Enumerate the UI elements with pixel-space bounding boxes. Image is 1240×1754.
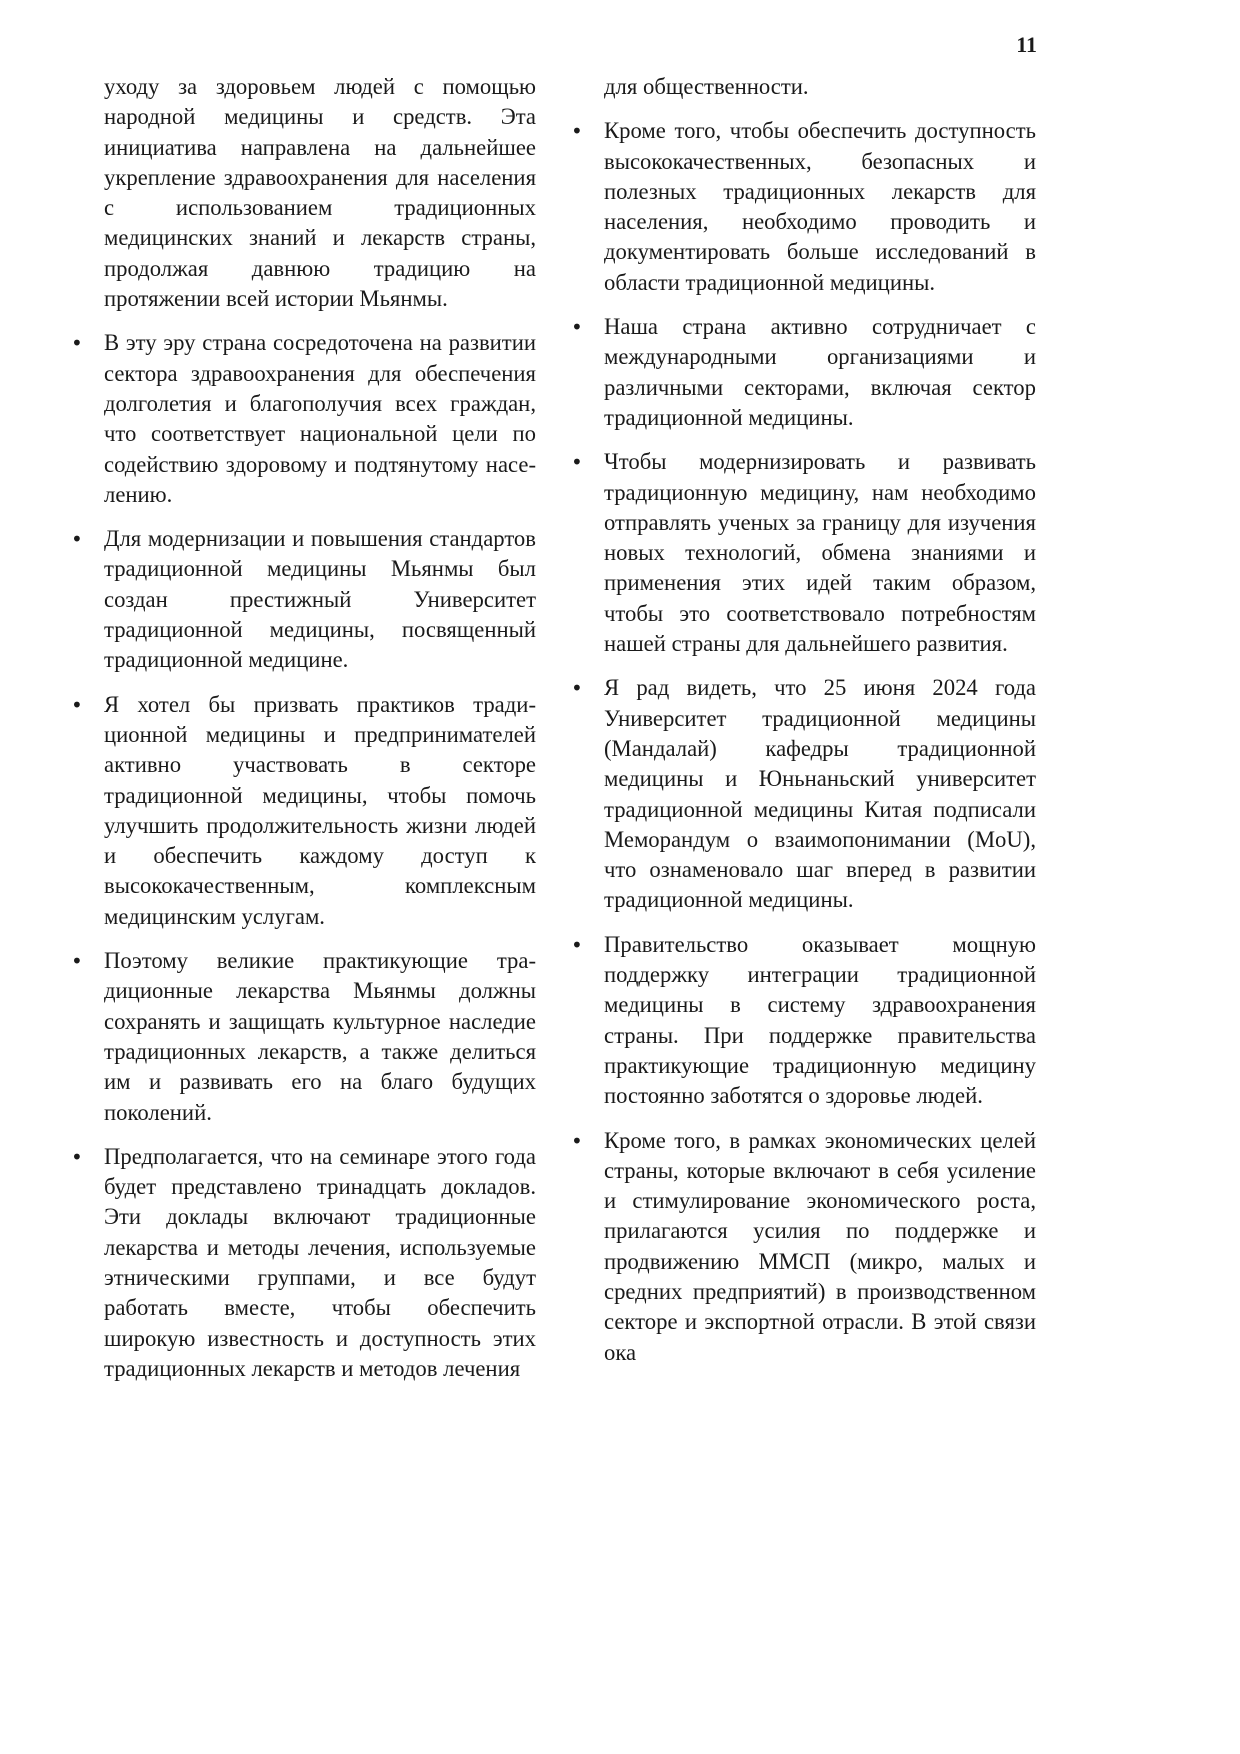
bullet-item: • Наша страна активно сотрудничает с международными организациями и различными секторами, включая сектор традиционной медицины. xyxy=(604,312,1036,433)
continued-paragraph: уходу за здоровьем людей с помощью народной медицины и средств. Эта инициатива направлена на дальнейшее укрепление здравоохранения для населения с использованием традиционных медицинских знаний и лекарств страны, продолжая давнюю традицию на протяжении всей истории Мьянмы. xyxy=(104,74,536,312)
bullet-item: • Поэтому великие практикующие традиционные лекарства Мьянмы должны сохранять и защищать культурное наследие традиционных лекарств, а также делиться им и развивать его на благо будущих поколений. xyxy=(104,946,536,1128)
right-column xyxy=(604,72,1036,1368)
bullet-item: • В эту эру страна сосредоточена на развитии сектора здравоохранения для обеспечения долголетия и благополучия всех граждан, что соответствует национальной цели по содействию здоровому и подтянутому населению. xyxy=(104,328,536,510)
bullet-item: • Я рад видеть, что 25 июня 2024 года Университет традиционной медицины (Мандалай) кафедры традиционной медицины и Юньнаньский университет традиционной медицины Китая подписали Меморандум о взаимопонимании (MoU), что ознаменовало шаг вперед в развитии традиционной медицины. xyxy=(604,673,1036,915)
bullet-item: • Правительство оказывает мощную поддержку интеграции традиционной медицины в систему здравоохранения страны. При поддержке правительства практикующие традиционную медицину постоянно заботятся о здоровье людей. xyxy=(604,930,1036,1112)
bullet-item: • Для модернизации и повышения стандартов традиционной медицины Мьянмы был создан престижный Университет традиционной медицины, посвященный традиционной медицине. xyxy=(104,524,536,675)
left-column xyxy=(104,72,536,1384)
bullet-item: • Кроме того, чтобы обеспечить доступность высококачественных, безопасных и полезных традиционных лекарств для населения, необходимо проводить и документировать больше исследований в области традиционной медицины. xyxy=(604,116,1036,298)
bullet-item: • Чтобы модернизировать и развивать традиционную медицину, нам необходимо отправлять ученых за границу для изучения новых технологий, обмена знаниями и применения этих идей таким образом, чтобы это соответствовало потребностям нашей страны для дальнейшего развития. xyxy=(604,447,1036,659)
continued-paragraph: для общественности. xyxy=(604,74,809,99)
bullet-item: • Кроме того, в рамках экономических целей страны, которые включают в себя усиление и стимулирование экономического роста, прилагаются усилия по поддержке и продвижению ММСП (микро, малых и средних предприятий) в производственном секторе и экспортной отрасли. В этой связи ока xyxy=(604,1126,1036,1368)
bullet-item: • Я хотел бы призвать практиков традиционной медицины и предпринимателей активно участвовать в секторе традиционной медицины, чтобы помочь улучшить продолжительность жизни людей и обеспечить каждому доступ к высококачественным, комплексным медицинским услугам. xyxy=(104,690,536,932)
bullet-item: • Предполагается, что на семинаре этого года будет представлено тринадцать докладов. Эти доклады включают традиционные лекарства и методы лечения, используемые этническими группами, и все будут работать вместе, чтобы обеспечить широкую известность и доступность этих традиционных лекарств и методов лечения xyxy=(104,1142,536,1384)
page-number: 11 xyxy=(1016,32,1037,57)
